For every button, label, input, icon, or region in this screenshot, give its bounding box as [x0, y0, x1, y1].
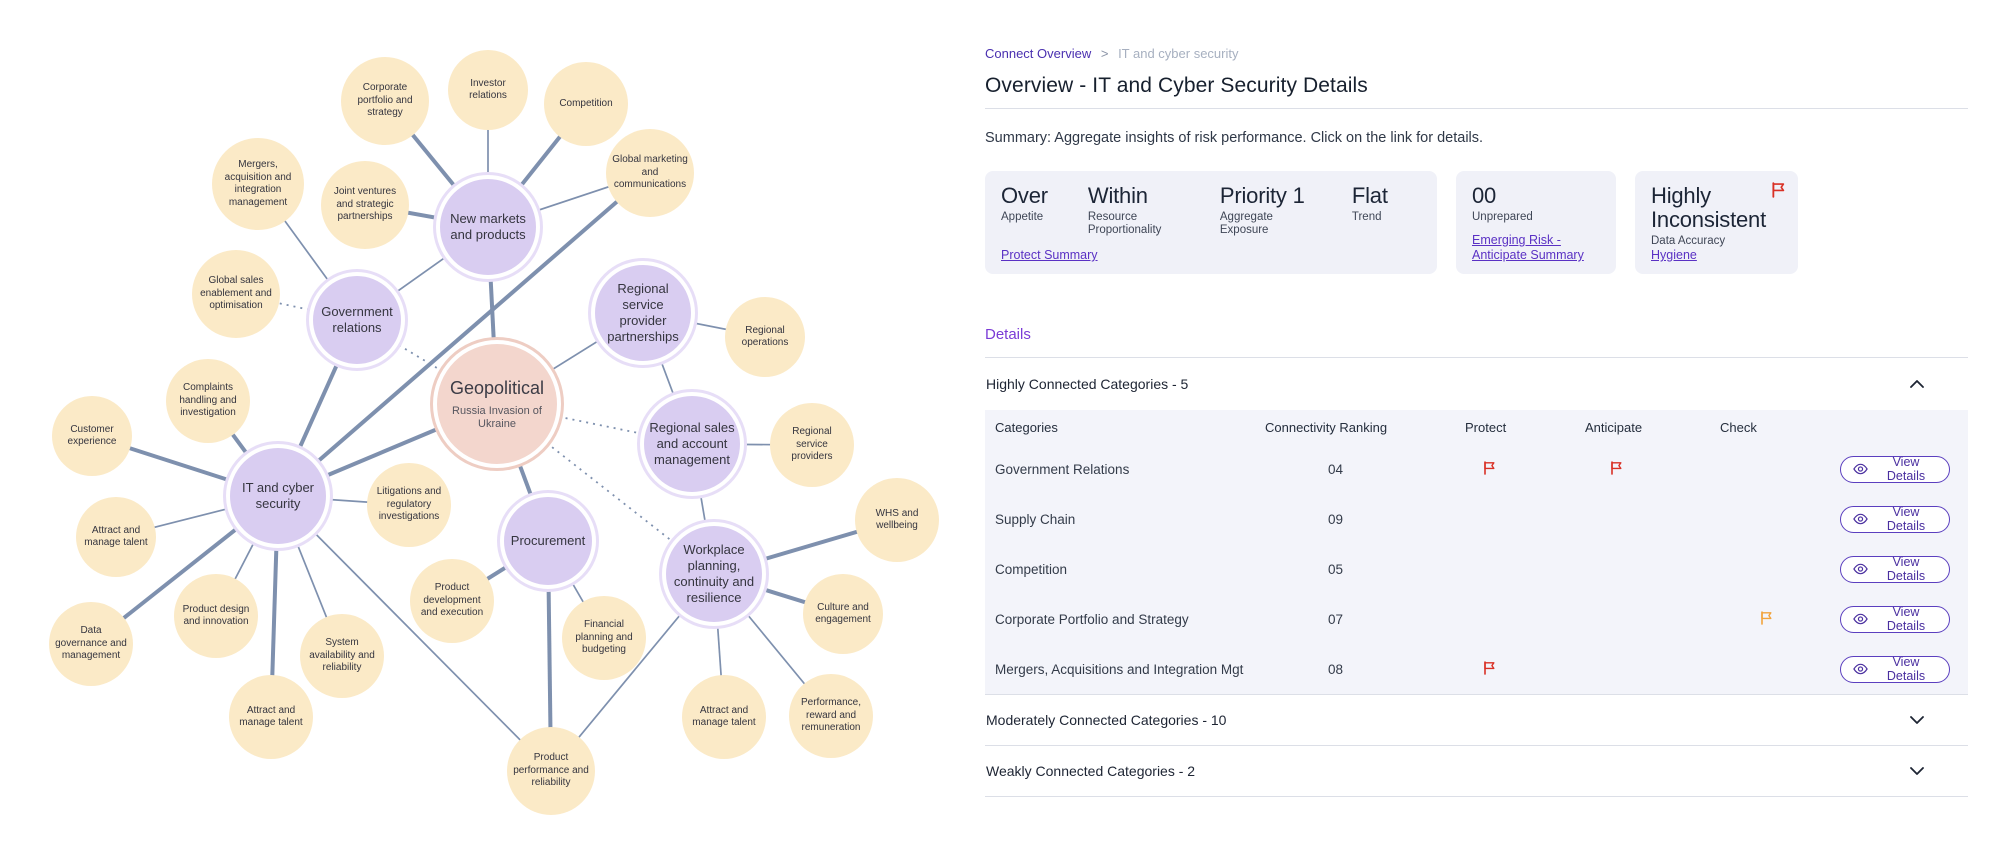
category-cell: Competition: [995, 561, 1068, 577]
protect-stats: [1001, 184, 1421, 237]
graph-node-label: Performance, reward and remuneration: [800, 697, 862, 734]
stat-value: Priority 1: [1219, 183, 1305, 208]
protect-summary-link[interactable]: Protect Summary: [1001, 248, 1098, 262]
stat-label: Appetite: [1001, 211, 1044, 223]
graph-node-gov[interactable]: [309, 272, 405, 368]
graph-node-rsps[interactable]: [770, 403, 854, 487]
graph-node-label: Regional service providers: [791, 426, 833, 463]
eye-icon: [1853, 463, 1868, 475]
title-divider: [985, 108, 1968, 109]
graph-node-amt1[interactable]: [76, 497, 156, 577]
graph-node-label: Government relations: [321, 303, 393, 335]
table-row: [985, 494, 1968, 544]
graph-node-pdi[interactable]: [174, 574, 258, 658]
stat-value: Within: [1087, 183, 1148, 208]
stat-value: 00: [1472, 183, 1497, 208]
graph-node-comp[interactable]: [544, 62, 628, 146]
stat: [1001, 184, 1048, 237]
stat-value: Flat: [1351, 183, 1388, 208]
eye-icon: [1853, 563, 1868, 575]
graph-node-label: Product development and execution: [420, 582, 484, 619]
details-heading: Details: [985, 326, 1031, 343]
graph-node-label: Data governance and management: [55, 625, 127, 662]
breadcrumb-separator: >: [1100, 46, 1109, 61]
data-accuracy-stats: [1651, 184, 1782, 248]
graph-nodes-layer: [0, 0, 985, 849]
graph-node-whs[interactable]: [855, 478, 939, 562]
graph-node-label: Litigations and regulatory investigations: [376, 486, 442, 523]
category-cell: Government Relations: [995, 461, 1130, 477]
graph-node-label: Corporate portfolio and strategy: [357, 82, 413, 119]
graph-node-label: Regional operations: [741, 324, 789, 348]
flag-icon: [1483, 663, 1496, 678]
actions-cell: [1840, 656, 1968, 683]
eye-icon: [1853, 513, 1868, 525]
header-categories: Categories: [995, 419, 1058, 435]
flag-icon: [1760, 613, 1773, 628]
ranking-cell: 07: [1328, 611, 1344, 627]
breadcrumb-link-connect-overview[interactable]: Connect Overview: [985, 46, 1092, 61]
graph-node-label: Attract and manage talent: [239, 704, 303, 728]
view-details-button[interactable]: View Details: [1840, 606, 1950, 633]
flag-icon: [1483, 463, 1496, 478]
stat: [1472, 184, 1533, 224]
view-details-button[interactable]: View Details: [1840, 506, 1950, 533]
details-panel: [985, 0, 1968, 797]
graph-node-amt3[interactable]: [682, 675, 766, 759]
view-details-button[interactable]: View Details: [1840, 656, 1950, 683]
graph-node-label: Global marketing and communications: [612, 154, 688, 191]
actions-cell: [1840, 506, 1968, 533]
category-cell: Corporate Portfolio and Strategy: [995, 611, 1189, 627]
stat-label: Unprepared: [1472, 211, 1533, 223]
graph-node-fpb[interactable]: [562, 596, 646, 680]
ranking-cell: 08: [1328, 661, 1344, 677]
header-protect: Protect: [1465, 419, 1507, 435]
graph-node-label: Regional sales and account management: [649, 419, 735, 468]
graph-node-label: Procurement: [510, 532, 586, 548]
graph-node-label: Attract and manage talent: [692, 704, 756, 728]
flag-icon: [1771, 182, 1786, 203]
graph-node-dgm[interactable]: [49, 602, 133, 686]
anticipate-summary-link[interactable]: Emerging Risk - Anticipate Summary: [1472, 233, 1584, 262]
summary-text: Summary: Aggregate insights of risk performance. Click on the link for details.: [985, 130, 1484, 146]
graph-node-label: Investor relations: [469, 77, 507, 101]
stat: [1220, 184, 1312, 237]
header-check: Check: [1720, 419, 1757, 435]
graph-node-label: Product design and innovation: [182, 603, 250, 627]
graph-node-label: System availability and reliability: [309, 637, 375, 674]
category-cell: Mergers, Acquisitions and Integration Mgt: [995, 661, 1244, 677]
graph-node-chi[interactable]: [166, 359, 250, 443]
graph-node-gseo[interactable]: [192, 250, 280, 338]
graph-node-sublabel: Russia Invasion of Ukraine: [452, 404, 542, 430]
anticipate-stats: [1472, 184, 1600, 224]
stat: [1352, 184, 1388, 237]
graph-node-nmp[interactable]: [436, 175, 540, 279]
ranking-cell: 04: [1328, 461, 1344, 477]
graph-node-gmc[interactable]: [606, 129, 694, 217]
table-row: [985, 444, 1968, 494]
stat-label: Data Accuracy: [1651, 235, 1726, 247]
graph-node-sar[interactable]: [300, 614, 384, 698]
stat-label: Aggregate Exposure: [1219, 211, 1273, 236]
table-row: [985, 594, 1968, 644]
category-cell: Supply Chain: [995, 511, 1076, 527]
graph-node-label: Global sales enablement and optimisation: [200, 275, 272, 312]
graph-node-label: Attract and manage talent: [84, 524, 148, 548]
protect-summary-card: [985, 171, 1437, 274]
stat: [1088, 184, 1180, 237]
graph-node-rops[interactable]: [725, 297, 805, 377]
graph-node-cps[interactable]: [341, 57, 429, 145]
graph-node-label: Mergers, acquisition and integration management: [224, 159, 292, 208]
graph-node-label: Customer experience: [67, 423, 117, 447]
view-details-button[interactable]: View Details: [1840, 456, 1950, 483]
graph-node-prr[interactable]: [789, 674, 873, 758]
eye-icon: [1853, 663, 1868, 675]
actions-cell: [1840, 456, 1968, 483]
accordion-highly-connected[interactable]: [985, 358, 1968, 410]
table-row: [985, 544, 1968, 594]
section-divider: [985, 796, 1968, 797]
graph-node-label: Complaints handling and investigation: [179, 382, 237, 419]
graph-node-label: Geopolitical: [449, 378, 545, 399]
summary-cards-row: [985, 171, 1968, 274]
accordion-weakly-connected[interactable]: [985, 746, 1968, 796]
header-anticipate: Anticipate: [1585, 419, 1643, 435]
stat: [1651, 184, 1782, 248]
eye-icon: [1853, 613, 1868, 625]
data-accuracy-card: [1635, 171, 1798, 274]
actions-cell: [1840, 606, 1968, 633]
graph-node-pde[interactable]: [410, 559, 494, 643]
categories-table: [985, 410, 1968, 694]
hygiene-link[interactable]: Hygiene: [1651, 248, 1697, 262]
graph-node-ir[interactable]: [448, 50, 528, 130]
chevron-down-icon[interactable]: [1910, 716, 1924, 724]
accordion-title: Weakly Connected Categories - 2: [986, 763, 1196, 779]
actions-cell: [1840, 556, 1968, 583]
risk-network-diagram: [0, 0, 985, 849]
graph-node-mam[interactable]: [212, 138, 304, 230]
accordion-title: Highly Connected Categories - 5: [986, 376, 1189, 392]
breadcrumb: [985, 46, 1968, 61]
protect-cell: [1465, 661, 1585, 678]
stat-value: Highly Inconsistent: [1651, 183, 1767, 232]
stat-value: Over: [1001, 183, 1048, 208]
graph-node-cx[interactable]: [52, 396, 132, 476]
ranking-cell: 05: [1328, 561, 1344, 577]
graph-node-ce[interactable]: [803, 574, 883, 654]
table-header-row: [985, 410, 1968, 444]
anticipate-cell: [1585, 461, 1720, 478]
accordion-moderately-connected[interactable]: [985, 695, 1968, 745]
stat-label: Resource Proportionality: [1087, 211, 1162, 236]
graph-node-lri[interactable]: [367, 463, 451, 547]
graph-node-label: WHS and wellbeing: [875, 507, 919, 531]
graph-node-rsam[interactable]: [640, 392, 744, 496]
graph-node-ppr[interactable]: [507, 727, 595, 815]
graph-node-label: Financial planning and budgeting: [575, 619, 633, 656]
stat-label: Trend: [1351, 211, 1382, 223]
ranking-cell: 09: [1328, 511, 1344, 527]
chevron-down-icon[interactable]: [1910, 767, 1924, 775]
graph-node-label: Culture and engagement: [815, 601, 871, 625]
graph-node-proc[interactable]: [500, 493, 596, 589]
check-cell: [1720, 611, 1840, 628]
protect-cell: [1465, 461, 1585, 478]
flag-icon: [1610, 463, 1623, 478]
graph-node-jvsp[interactable]: [321, 161, 409, 249]
graph-node-rsp[interactable]: [591, 261, 695, 365]
graph-node-label: Joint ventures and strategic partnerships: [333, 186, 397, 223]
graph-node-label: Workplace planning, continuity and resilience: [673, 541, 755, 606]
graph-node-label: IT and cyber security: [241, 479, 315, 511]
header-connectivity-ranking: Connectivity Ranking: [1265, 419, 1388, 435]
graph-node-itc[interactable]: [226, 444, 330, 548]
breadcrumb-current: IT and cyber security: [1118, 46, 1239, 61]
graph-node-geo[interactable]: [433, 340, 561, 468]
page-title: Overview - IT and Cyber Security Details: [985, 74, 1368, 97]
table-body: [985, 444, 1968, 694]
graph-node-amt2[interactable]: [229, 675, 313, 759]
graph-node-label: Product performance and reliability: [513, 752, 589, 789]
table-row: [985, 644, 1968, 694]
anticipate-summary-card: [1456, 171, 1616, 274]
graph-node-label: Regional service provider partnerships: [607, 280, 679, 345]
graph-node-label: New markets and products: [450, 210, 526, 242]
accordion-title: Moderately Connected Categories - 10: [986, 712, 1227, 728]
graph-node-wpcr[interactable]: [662, 522, 766, 626]
view-details-button[interactable]: View Details: [1840, 556, 1950, 583]
graph-node-label: Competition: [559, 97, 613, 109]
chevron-up-icon[interactable]: [1910, 380, 1924, 388]
